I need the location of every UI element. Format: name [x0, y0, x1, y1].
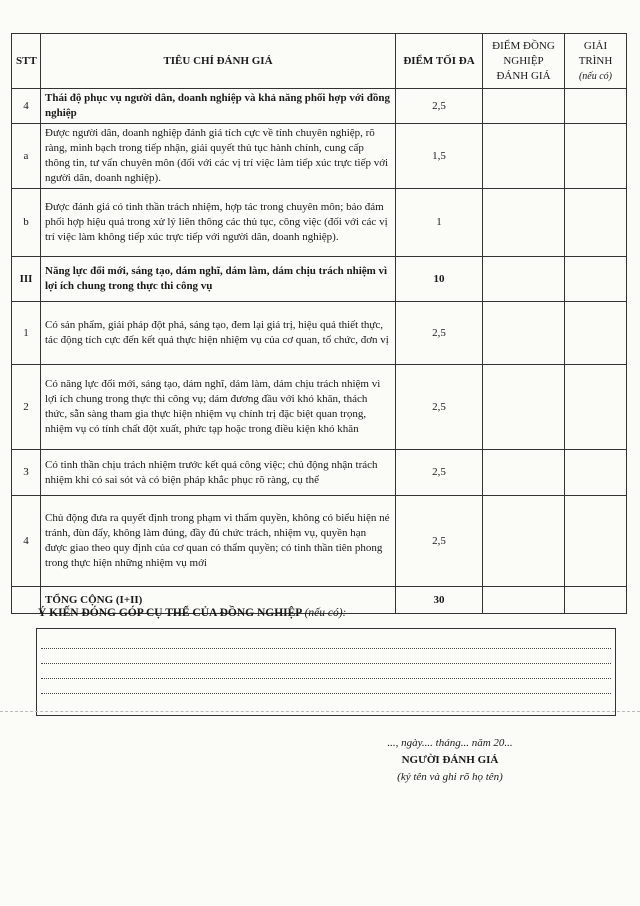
row-max-score: 2,5 [396, 450, 483, 496]
signature-date: ..., ngày.... tháng... năm 20... [387, 737, 513, 749]
row-criteria: Chủ động đưa ra quyết định trong phạm vi thẩm quyền, không có biểu hiện né tránh, đùn đẩy, không làm đúng, đầy đủ chức trách, nhiệm vụ, quyền hạn được giao theo quy định của cơ quan có thẩm quyền; có tinh thần tiên phong trong thực hiện những nhiệm vụ mới [41, 496, 396, 587]
row-criteria: Có năng lực đổi mới, sáng tạo, dám nghĩ, dám làm, dám chịu trách nhiệm vì lợi ích chung trong thực thi công vụ; dám đương đầu với khó khăn, thách thức, sẵn sàng tham gia thực hiện nhiệm vụ chính trị đặc biệt quan trọng, nhiệm vụ có tính chất đột xuất, phức tạp hoặc trong điều kiện khó khăn [41, 365, 396, 450]
comments-title-text: Ý KIẾN ĐÓNG GÓP CỤ THỂ CỦA ĐỒNG NGHIỆP [38, 607, 302, 619]
row-criteria: Được đánh giá có tinh thần trách nhiệm, hợp tác trong chuyên môn; bảo đảm phối hợp hiệu quả trong xử lý liên thông các thủ tục, công việc (đối với các vị trí việc làm không tiếp xúc trực tiếp với người dân, doanh nghiệp). [41, 189, 396, 257]
table-row [12, 189, 627, 257]
row-peer-score-cell[interactable] [483, 257, 565, 302]
total-stt-cell [12, 587, 41, 614]
row-stt: 4 [12, 496, 41, 587]
table-row [12, 496, 627, 587]
header-stt: STT [12, 34, 41, 89]
comment-box[interactable] [36, 628, 616, 716]
comment-line[interactable] [41, 692, 611, 694]
header-explain [565, 34, 627, 89]
row-stt: b [12, 189, 41, 257]
table-row [12, 450, 627, 496]
table-header-row [12, 34, 627, 89]
row-criteria: Được người dân, doanh nghiệp đánh giá tích cực về tính chuyên nghiệp, rõ ràng, minh bạch trong tiếp nhận, giải quyết thủ tục hành chính, cung cấp thông tin, tư vấn chuyên môn (đối với các vị trí việc làm tiếp xúc trực tiếp với người dân, doanh nghiệp). [41, 124, 396, 189]
row-peer-score-cell[interactable] [483, 450, 565, 496]
row-max-score: 2,5 [396, 302, 483, 365]
comments-title-note: (nếu có): [304, 607, 347, 619]
row-explain-cell[interactable] [565, 496, 627, 587]
header-max-score: ĐIỂM TỐI ĐA [396, 34, 483, 89]
row-explain-cell[interactable] [565, 365, 627, 450]
row-max-score: 10 [396, 257, 483, 302]
table-row [12, 89, 627, 124]
table-row [12, 124, 627, 189]
row-explain-cell[interactable] [565, 189, 627, 257]
row-explain-cell[interactable] [565, 89, 627, 124]
header-peer-score: ĐIỂM ĐỒNG NGHIỆP ĐÁNH GIÁ [483, 34, 565, 89]
table-row [12, 302, 627, 365]
row-stt: 4 [12, 89, 41, 124]
row-criteria: Có tinh thần chịu trách nhiệm trước kết quả công việc; chủ động nhận trách nhiệm khi có sai sót và có biện pháp khắc phục rõ ràng, cụ thể [41, 450, 396, 496]
row-max-score: 2,5 [396, 89, 483, 124]
signature-block [330, 735, 570, 786]
row-explain-cell[interactable] [565, 450, 627, 496]
row-stt: 3 [12, 450, 41, 496]
row-peer-score-cell[interactable] [483, 365, 565, 450]
page-fold-line [0, 711, 640, 712]
row-explain-cell[interactable] [565, 124, 627, 189]
row-peer-score-cell[interactable] [483, 496, 565, 587]
row-peer-score-cell[interactable] [483, 89, 565, 124]
table-row [12, 365, 627, 450]
row-stt: 1 [12, 302, 41, 365]
comments-section [38, 607, 618, 619]
table-row [12, 257, 627, 302]
header-explain-label: GIẢI TRÌNH [578, 39, 613, 67]
row-criteria: Thái độ phục vụ người dân, doanh nghiệp và khả năng phối hợp với đồng nghiệp [41, 89, 396, 124]
row-criteria: Năng lực đổi mới, sáng tạo, dám nghĩ, dám làm, dám chịu trách nhiệm vì lợi ích chung trong thực thi công vụ [41, 257, 396, 302]
row-stt: 2 [12, 365, 41, 450]
total-label: TỔNG CỘNG (I+II) [41, 587, 396, 614]
row-explain-cell[interactable] [565, 302, 627, 365]
comments-title [38, 607, 618, 619]
evaluation-table [11, 33, 627, 614]
row-stt: a [12, 124, 41, 189]
header-criteria: TIÊU CHÍ ĐÁNH GIÁ [41, 34, 396, 89]
row-explain-cell[interactable] [565, 257, 627, 302]
row-max-score: 1,5 [396, 124, 483, 189]
signature-subtitle: (ký tên và ghi rõ họ tên) [397, 771, 503, 783]
row-max-score: 2,5 [396, 365, 483, 450]
signature-title: NGƯỜI ĐÁNH GIÁ [401, 754, 499, 766]
row-peer-score-cell[interactable] [483, 189, 565, 257]
row-stt: III [12, 257, 41, 302]
row-peer-score-cell[interactable] [483, 124, 565, 189]
row-criteria: Có sản phẩm, giải pháp đột phá, sáng tạo, đem lại giá trị, hiệu quả thiết thực, tác động tích cực đến kết quả thực hiện nhiệm vụ của cơ quan, tổ chức, đơn vị [41, 302, 396, 365]
row-max-score: 2,5 [396, 496, 483, 587]
row-peer-score-cell[interactable] [483, 302, 565, 365]
total-max-score: 30 [396, 587, 483, 614]
header-explain-note: (nếu có) [578, 70, 613, 82]
row-max-score: 1 [396, 189, 483, 257]
